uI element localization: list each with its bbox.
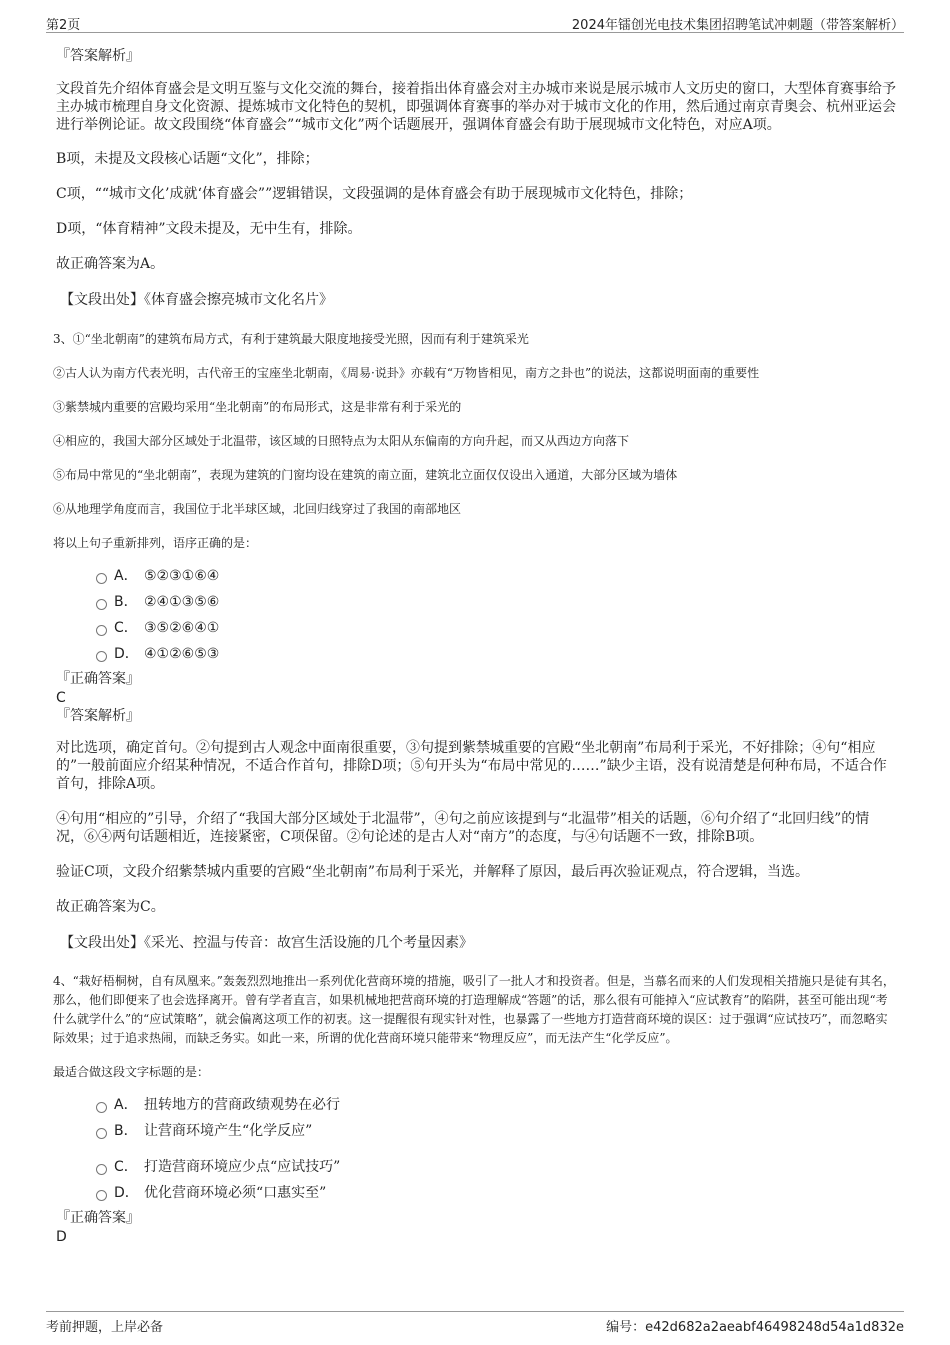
q3-correct-label: 『正确答案』 — [56, 671, 140, 687]
page-number: 第2页 — [46, 18, 81, 33]
q3-sentence-1: 3、①“坐北朝南”的建筑布局方式，有利于建筑最大限度地接受光照，因而有利于建筑采光 — [53, 332, 529, 346]
q4-option-a[interactable]: A． 扭转地方的营商政绩观势在必行 — [94, 1095, 896, 1121]
page-header — [46, 12, 904, 33]
q4-prompt: 最适合做这段文字标题的是： — [53, 1065, 210, 1079]
q2-analysis-d: D项，“体育精神”文段未提及，无中生有，排除。 — [56, 221, 362, 237]
radio-button[interactable] — [96, 1102, 107, 1113]
radio-button[interactable] — [96, 1164, 107, 1175]
page-content — [53, 47, 896, 1246]
footer-slogan: 考前押题，上岸必备 — [46, 1320, 164, 1335]
radio-button[interactable] — [96, 599, 107, 610]
radio-button[interactable] — [96, 573, 107, 584]
radio-button[interactable] — [96, 651, 107, 662]
q3-prompt: 将以上句子重新排列，语序正确的是： — [53, 536, 258, 550]
document-title: 2024年镭创光电技术集团招聘笔试冲刺题（带答案解析） — [571, 18, 904, 33]
q4-stem: 4、“栽好梧桐树，自有凤凰来。”轰轰烈烈地推出一系列优化营商环境的措施，吸引了一批人才和投资者。但是，当慕名而来的人们发现相关措施只是徒有其名，那么，他们即便来了也会选择离开。曾有学者直言，如果机械地把营商环境的打造理解成“答题”的话，那么很有可能掉入“应试教育”的陷阱，甚至可能出现“考什么就学什么”的“应试策略”，就会偏离这项工作的初衷。这一提醒很有现实针对性，也暴露了一些地方打造营商环境的误区：过于强调“应试技巧”，而忽略实际效果；过于追求热闹，而缺乏务实。如此一来，所谓的优化营商环境只能带来“物理反应”，而无法产生“化学反应”。 — [53, 974, 895, 1045]
q3-sentence-5: ⑤布局中常见的“坐北朝南”，表现为建筑的门窗均设在建筑的南立面，建筑北立面仅仅设出入通道，大部分区域为墙体 — [53, 468, 678, 482]
q2-analysis-label: 『答案解析』 — [56, 48, 140, 64]
q3-option-a[interactable]: A． ⑤②③①⑥④ — [94, 566, 896, 592]
q2-source: 【文段出处】《体育盛会擦亮城市文化名片》 — [60, 292, 333, 308]
q3-analysis-1: 对比选项，确定首句。②句提到古人观念中面南很重要，③句提到紫禁城重要的宫殿“坐北朝南”布局利于采光，不好排除；④句“相应的”一般前面应介绍某种情况，不适合作首句，排除D项；⑤句开头为“布局中常见的……”缺少主语，没有说清楚是何种布局，不适合作首句，排除A项。 — [56, 740, 887, 792]
q3-source: 【文段出处】《采光、控温与传音：故宫生活设施的几个考量因素》 — [60, 935, 473, 951]
q3-conclusion: 故正确答案为C。 — [56, 899, 165, 915]
q4-correct-label: 『正确答案』 — [56, 1210, 140, 1226]
q2-analysis-b: B项，未提及文段核心话题“文化”，排除； — [56, 151, 319, 167]
radio-button[interactable] — [96, 625, 107, 636]
q3-correct-answer: C — [56, 690, 66, 706]
q3-sentence-4: ④相应的，我国大部分区域处于北温带，该区域的日照特点为太阳从东偏南的方向升起，而又从西边方向落下 — [53, 434, 630, 448]
q3-option-c[interactable]: C． ③⑤②⑥④① — [94, 618, 896, 644]
q3-analysis-2: ④句用“相应的”引导，介绍了“我国大部分区域处于北温带”，④句之前应该提到与“北温带”相关的话题，⑥句介绍了“北回归线”的情况，⑥④两句话题相近，连接紧密，C项保留。②句论述的是古人对“南方”的态度，与④句话题不一致，排除B项。 — [56, 811, 870, 845]
q3-sentence-3: ③紫禁城内重要的宫殿均采用“坐北朝南”的布局形式，这是非常有利于采光的 — [53, 400, 462, 414]
q4-option-d[interactable]: D． 优化营商环境必须“口惠实至” — [94, 1183, 896, 1209]
q3-sentence-6: ⑥从地理学角度而言，我国位于北半球区域，北回归线穿过了我国的南部地区 — [53, 502, 462, 516]
radio-button[interactable] — [96, 1128, 107, 1139]
q4-correct-answer: D — [56, 1229, 67, 1245]
q2-conclusion: 故正确答案为A。 — [56, 256, 165, 272]
q3-option-d[interactable]: D． ④①②⑥⑤③ — [94, 644, 896, 670]
q3-analysis-3: 验证C项，文段介绍紫禁城内重要的宫殿“坐北朝南”布局利于采光，并解释了原因，最后再次验证观点，符合逻辑，当选。 — [56, 864, 810, 880]
q3-option-b[interactable]: B． ②④①③⑤⑥ — [94, 592, 896, 618]
q2-analysis-paragraph: 文段首先介绍体育盛会是文明互鉴与文化交流的舞台，接着指出体育盛会对主办城市来说是展示城市人文历史的窗口，大型体育赛事给予主办城市梳理自身文化资源、提炼城市文化特色的契机，即强调体育赛事的举办对于城市文化的作用，然后通过南京青奥会、杭州亚运会进行举例论证。故文段围绕“体育盛会”“城市文化”两个话题展开，强调体育盛会有助于展现城市文化特色，对应A项。 — [56, 81, 896, 133]
q3-analysis-label: 『答案解析』 — [56, 708, 140, 724]
q4-option-c[interactable]: C． 打造营商环境应少点“应试技巧” — [94, 1157, 896, 1183]
q2-analysis-c: C项，““城市文化’成就‘体育盛会””逻辑错误，文段强调的是体育盛会有助于展现城市文化特色，排除； — [56, 186, 693, 202]
footer-serial: 编号：e42d682a2aeabf46498248d54a1d832e — [606, 1320, 904, 1335]
page-footer — [46, 1311, 904, 1334]
q4-option-b[interactable]: B． 让营商环境产生“化学反应” — [94, 1121, 896, 1157]
q3-sentence-2: ②古人认为南方代表光明，古代帝王的宝座坐北朝南，《周易·说卦》亦载有“万物皆相见，南方之卦也”的说法，这都说明面南的重要性 — [53, 366, 760, 380]
radio-button[interactable] — [96, 1190, 107, 1201]
